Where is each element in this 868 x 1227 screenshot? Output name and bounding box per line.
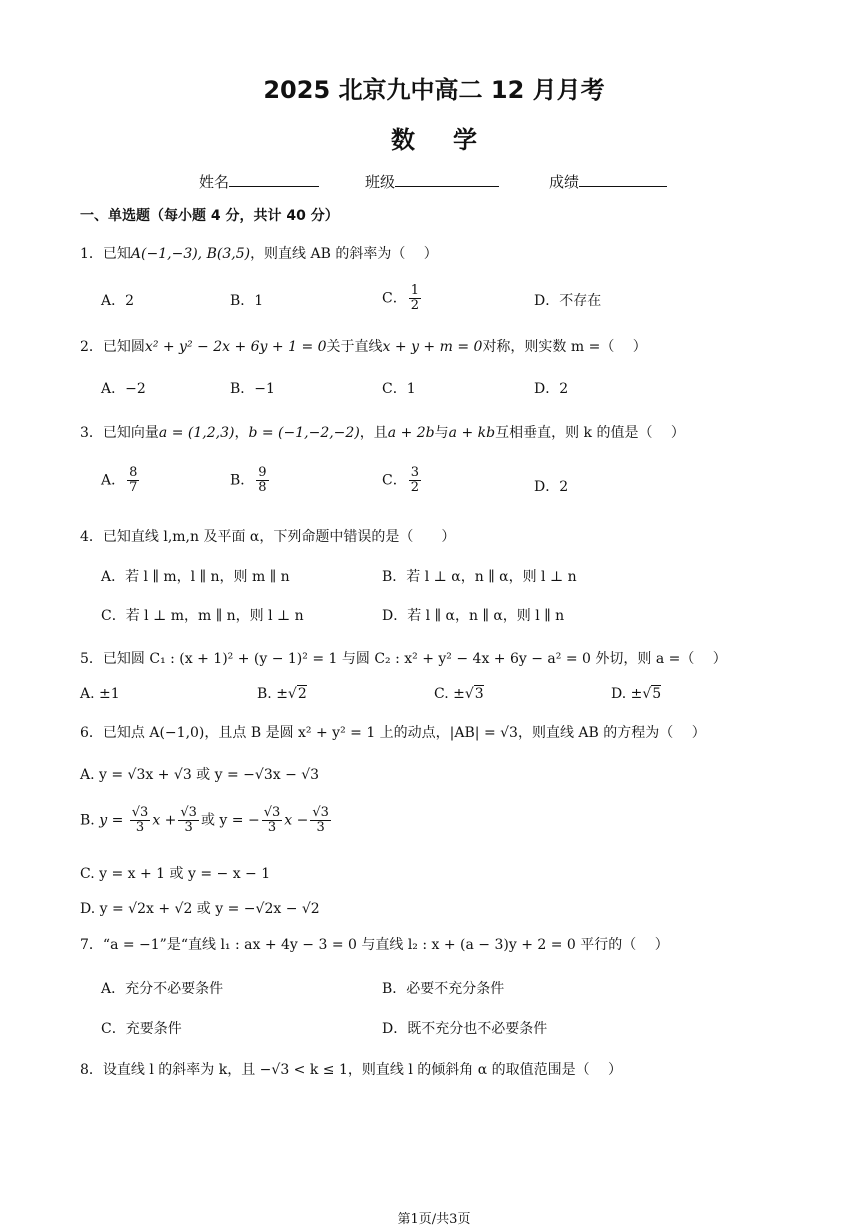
q1-prefix: 1．已知: [80, 246, 131, 262]
question-8: 8．设直线 l 的斜率为 k，且 −√3 < k ≤ 1，则直线 l 的倾斜角 α 的取值范围是（ ）: [80, 1062, 623, 1078]
q1-option-a: A．2: [101, 293, 135, 309]
class-blank: [395, 172, 499, 187]
question-3: 3．已知向量a = (1,2,3)，b = (−1,−2,−2)，且a + 2b与a + kb互相垂直，则 k 的值是（ ）: [80, 425, 685, 441]
question-2: [80, 336, 647, 356]
page-number: 第1页/共3页: [397, 1212, 471, 1227]
q7-option-d: D．既不充分也不必要条件: [382, 1021, 548, 1037]
q4-option-d: D．若 l ∥ α，n ∥ α，则 l ∥ n: [382, 608, 565, 624]
q2-prefix: 2．已知圆: [80, 339, 145, 355]
q7-option-b: B．必要不充分条件: [382, 981, 505, 997]
q2-option-d: D．2: [534, 381, 569, 397]
q1-option-c: [382, 284, 423, 313]
question-1: [80, 243, 438, 263]
q2-mid: 关于直线: [326, 339, 383, 355]
class-label: 班级: [365, 173, 396, 191]
q3-expr2: a + kb: [448, 425, 496, 441]
q3-option-b: B． $\frac{9}{8}$: [230, 465, 267, 495]
q3-vector-b: b = (−1,−2,−2): [248, 425, 360, 441]
q1-option-b: B．1: [230, 293, 264, 309]
q3-option-d: D．2: [534, 479, 569, 495]
q1-option-c-fraction: $\frac{1}{2}$: [410, 283, 419, 313]
q7-option-a: A．充分不必要条件: [101, 981, 224, 997]
subject-title: 数学: [391, 126, 515, 154]
q3-suffix: 互相垂直，则 k 的值是（ ）: [495, 425, 685, 441]
score-label: 成绩: [549, 173, 580, 191]
score-blank: [579, 172, 667, 187]
q3-mid: ，且: [359, 425, 388, 441]
name-field: [199, 171, 319, 192]
q1-option-d: D．不存在: [534, 293, 602, 309]
q6-option-d: D. y = √2x + √2 或 y = −√2x − √2: [80, 901, 320, 917]
question-7: 7．“a = −1”是“直线 l₁ : ax + 4y − 3 = 0 与直线 l₂ : x + (a − 3)y + 2 = 0 平行的（ ）: [80, 937, 669, 953]
q5-option-b: B. ±√2: [257, 686, 307, 702]
q6-option-b: B. y = $\frac{√3}{3}$ x + $\frac{√3}{3}$ 或 y = − $\frac{√3}{3}$ x − $\frac{√3}{3}$: [80, 805, 329, 835]
score-field: [549, 171, 667, 192]
q6-option-a: A. y = √3x + √3 或 y = −√3x − √3: [80, 767, 320, 783]
q1-math: A(−1,−3), B(3,5): [130, 246, 251, 262]
q2-math2: x + y + m = 0: [382, 339, 483, 355]
q3-vector-a: a = (1,2,3): [158, 425, 235, 441]
q4-option-b: B．若 l ⊥ α，n ∥ α，则 l ⊥ n: [382, 569, 577, 585]
q3-prefix: 3．已知向量: [80, 425, 159, 441]
q3-expr1: a + 2b: [387, 425, 435, 441]
q2-math: x² + y² − 2x + 6y + 1 = 0: [144, 339, 327, 355]
q2-suffix: 对称，则实数 m =（ ）: [482, 339, 647, 355]
q6-option-c: C. y = x + 1 或 y = − x − 1: [80, 866, 271, 882]
question-5: 5．已知圆 C₁ : (x + 1)² + (y − 1)² = 1 与圆 C₂ : x² + y² − 4x + 6y − a² = 0 外切，则 a =（ ）: [80, 651, 727, 667]
q7-option-c: C．充要条件: [101, 1021, 182, 1037]
name-label: 姓名: [199, 173, 230, 191]
class-field: [365, 171, 499, 192]
exam-title: 2025 北京九中高二 12 月月考: [263, 76, 605, 104]
q3-mid2: 与: [434, 425, 449, 441]
q4-option-c: C．若 l ⊥ m，m ∥ n，则 l ⊥ n: [101, 608, 304, 624]
section-heading: 一、单选题（每小题 4 分，共计 40 分）: [80, 208, 339, 224]
q1-option-c-label: C．: [382, 290, 407, 307]
q5-option-a: A. ±1: [80, 686, 120, 702]
q3-option-a: A． $\frac{8}{7}$: [101, 465, 138, 495]
question-4: 4．已知直线 l,m,n 及平面 α，下列命题中错误的是（ ）: [80, 529, 456, 545]
q3-option-c: C． $\frac{3}{2}$: [382, 465, 419, 495]
q2-option-c: C．1: [382, 381, 416, 397]
q5-option-c: C. ±√3: [434, 686, 484, 702]
q1-suffix: ，则直线 AB 的斜率为（ ）: [250, 246, 438, 262]
question-6: 6．已知点 A(−1,0)，且点 B 是圆 x² + y² = 1 上的动点，|AB| = √3，则直线 AB 的方程为（ ）: [80, 725, 706, 741]
q5-option-d: D. ±√5: [611, 686, 662, 702]
q4-option-a: A．若 l ∥ m，l ∥ n，则 m ∥ n: [101, 569, 290, 585]
name-blank: [229, 172, 319, 187]
q2-option-a: A．−2: [101, 381, 146, 397]
q2-option-b: B．−1: [230, 381, 275, 397]
